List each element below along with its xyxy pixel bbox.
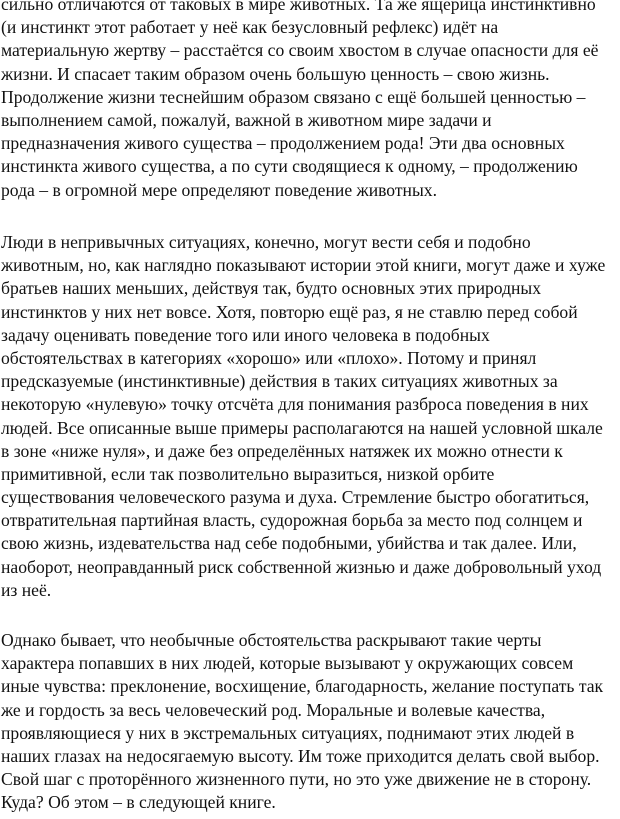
text-line: людей. Все описанные выше примеры располагаются на нашей условной шкале xyxy=(1,417,603,438)
text-line: братьев наших меньших, действуя так, будто основных этих природных xyxy=(1,278,542,299)
text-line: отвратительная партийная власть, судорожная борьба за место под солнцем и xyxy=(1,510,583,531)
text-line: предсказуемые (инстинктивные) действия в таких ситуациях животных за xyxy=(1,371,558,392)
text-line: сильно отличаются от таковых в мире животных. Та же ящерица инстинктивно xyxy=(1,0,596,14)
text-line: рода – в огромной мере определяют поведение животных. xyxy=(1,179,437,200)
text-line: материальную жертву – расстаётся со своим хвостом в случае опасности для её xyxy=(1,40,599,61)
text-line: наоборот, неоправданный риск собственной жизнью и даже добровольный уход xyxy=(1,556,602,577)
text-line: Продолжение жизни теснейшим образом связано с ещё большей ценностью – xyxy=(1,86,586,107)
text-line: инстинктов у них нет вовсе. Хотя, повторю ещё раз, я не ставлю перед собой xyxy=(1,301,578,322)
text-line: примитивной, если так позволительно выразиться, низкой орбите xyxy=(1,463,495,484)
text-line: иные чувства: преклонение, восхищение, благодарность, желание поступать так xyxy=(1,676,604,697)
paragraph-2 xyxy=(1,231,605,602)
text-line: существования человеческого разума и духа. Стремление быстро обогатиться, xyxy=(1,487,590,508)
text-line: некоторую «нулевую» точку отсчёта для понимания разброса поведения в них xyxy=(1,394,589,415)
text-line: наших глазах на недосягаемую высоту. Им тоже приходится делать свой выбор. xyxy=(1,745,600,766)
text-line: в зоне «ниже нуля», и даже без определённых натяжек их можно отнести к xyxy=(1,440,563,461)
text-line: характера попавших в них людей, которые вызывают у окружающих совсем xyxy=(1,653,574,674)
text-line: из неё. xyxy=(1,579,52,600)
text-line: предназначения живого существа – продолжением рода! Эти два основных xyxy=(1,133,565,154)
text-line: выполнением самой, пожалуй, важной в животном мире задачи и xyxy=(1,109,492,130)
text-line: проявляющиеся у них в экстремальных ситуациях, поднимают этих людей в xyxy=(1,722,575,743)
text-line: Люди в непривычных ситуациях, конечно, могут вести себя и подобно xyxy=(1,232,531,252)
paragraph-1 xyxy=(1,0,598,202)
text-line: задачу оценивать поведение того или иного человека в подобных xyxy=(1,324,490,345)
text-line: свою жизнь, издевательства над себе подобными, убийства и так далее. Или, xyxy=(1,533,577,554)
text-line: же и гордость за весь человеческий род. Моральные и волевые качества, xyxy=(1,699,546,720)
text-line: обстоятельствах в категориях «хорошо» или «плохо». Потому и принял xyxy=(1,347,537,368)
text-line: Свой шаг с проторённого жизненного пути, но это уже движение не в сторону. xyxy=(1,769,592,790)
text-line: жизни. И спасает таким образом очень большую ценность – свою жизнь. xyxy=(1,63,550,84)
text-line: животным, но, как наглядно показывают истории этой книги, могут даже и хуже xyxy=(1,255,606,276)
paragraph-3 xyxy=(1,629,603,815)
text-line: Однако бывает, что необычные обстоятельства раскрывают такие черты xyxy=(1,630,542,650)
text-line: (и инстинкт этот работает у неё как безусловный рефлекс) идёт на xyxy=(1,17,499,38)
text-line: инстинкта живого существа, а по сути сводящиеся к одному, – продолжению xyxy=(1,156,578,177)
text-line: Куда? Об этом – в следующей книге. xyxy=(1,792,276,813)
